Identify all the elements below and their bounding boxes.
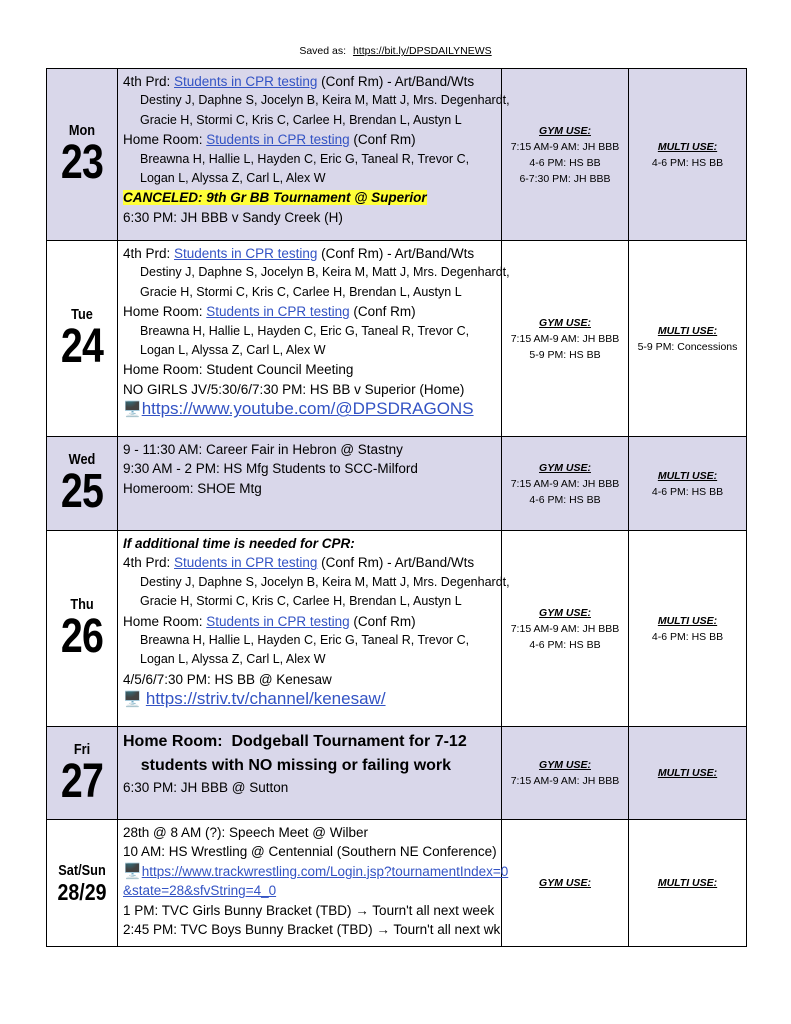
event-text: 9:30 AM - 2 PM: HS Mfg Students to SCC-Milford [123, 461, 418, 477]
gym-use-heading: GYM USE: [539, 606, 591, 619]
event-line [123, 459, 501, 478]
event-line [123, 322, 501, 341]
event-text: (Conf Rm) [349, 613, 416, 629]
event-line [123, 91, 510, 110]
day-name: Mon [68, 122, 96, 139]
event-text: Home Room: Student Council Meeting [123, 362, 354, 378]
event-text: 6:30 PM: JH BBB v Sandy Creek (H) [123, 209, 343, 225]
event-text: Logan L, Alyssa Z, Carl L, Alex W [140, 343, 326, 358]
event-text: Home Room: [123, 132, 207, 148]
event-line [123, 150, 501, 169]
event-text: 1 PM: TVC Girls Bunny Bracket (TBD) → Tourn't all next week [123, 902, 495, 918]
event-highlight-text: students with NO missing or failing work [123, 757, 452, 774]
event-line [123, 341, 501, 360]
day-number: 23 [60, 136, 104, 189]
event-link[interactable]: Students in CPR testing [174, 555, 318, 571]
event-line [123, 130, 501, 149]
multi-use-cell [629, 820, 747, 947]
multi-use-item: 5-9 PM: Concessions [637, 340, 738, 353]
gym-use-cell [502, 241, 629, 437]
multi-use-heading: MULTI USE: [657, 469, 718, 482]
canceled-notice: CANCELED: 9th Gr BB Tournament @ Superior [123, 190, 427, 206]
day-cell [47, 69, 118, 241]
event-text: Breawna H, Hallie L, Hayden C, Eric G, Taneal R, Trevor C, [140, 323, 470, 338]
gym-use-item: 7:15 AM-9 AM: JH BBB [510, 622, 620, 635]
multi-use-heading: MULTI USE: [657, 877, 718, 889]
events-cell [118, 69, 510, 241]
multi-use-heading: MULTI USE: [657, 767, 718, 779]
day-number: 25 [60, 465, 104, 518]
event-line [123, 573, 510, 592]
events-cell [118, 727, 502, 820]
gym-use-item: 4-6 PM: HS BB [529, 493, 601, 506]
multi-use-cell [629, 531, 747, 727]
event-line [123, 283, 501, 302]
event-text: Home Room: [123, 304, 207, 320]
day-name: Fri [73, 740, 91, 758]
monitor-icon: 🖥️ [123, 401, 142, 419]
event-text: 4/5/6/7:30 PM: HS BB @ Kenesaw [123, 671, 332, 687]
day-cell [47, 820, 118, 947]
event-line [123, 670, 501, 689]
multi-use-cell [629, 241, 747, 437]
event-line [123, 881, 501, 900]
gym-use-item: 7:15 AM-9 AM: JH BBB [510, 477, 620, 490]
gym-use-cell [502, 531, 629, 727]
multi-use-cell [629, 727, 747, 820]
weekly-schedule-table [46, 68, 747, 947]
event-text: (Conf Rm) [349, 304, 416, 320]
event-line [123, 169, 501, 188]
event-text: (Conf Rm) - Art/Band/Wts [317, 74, 475, 89]
event-link[interactable]: Students in CPR testing [206, 613, 350, 629]
event-line [123, 208, 501, 227]
event-text: 2:45 PM: TVC Boys Bunny Bracket (TBD) → Tourn't all next wk [123, 922, 501, 938]
multi-use-heading: MULTI USE: [657, 324, 718, 337]
event-text: 4th Prd: [123, 246, 175, 261]
gym-use-item: 5-9 PM: HS BB [529, 348, 601, 361]
event-link[interactable]: https://www.trackwrestling.com/Login.jsp?tournamentIndex=0 [141, 863, 509, 879]
day-row [47, 437, 747, 531]
day-cell [47, 241, 118, 437]
event-text: Destiny J, Daphne S, Jocelyn B, Keira M, Matt J, Mrs. Degenhardt, [140, 574, 510, 589]
event-link[interactable]: &state=28&sfvString=4_0 [123, 883, 277, 899]
gym-use-cell [502, 727, 629, 820]
saved-as-line [0, 45, 791, 57]
day-number: 27 [60, 754, 104, 808]
event-line [123, 553, 501, 572]
event-line [123, 399, 501, 419]
event-text: Gracie H, Stormi C, Kris C, Carlee H, Brendan L, Austyn L [140, 594, 462, 609]
event-line [123, 244, 501, 263]
event-text: Home Room: [123, 613, 207, 629]
events-cell [118, 241, 510, 437]
event-line [123, 302, 501, 321]
event-text: 4th Prd: [123, 74, 175, 89]
gym-use-item: 6-7:30 PM: JH BBB [519, 172, 611, 185]
event-line [123, 842, 501, 861]
gym-use-item: 4-6 PM: HS BB [529, 156, 601, 169]
day-name: Thu [70, 596, 94, 613]
events-cell [118, 531, 510, 727]
day-name: Tue [71, 306, 93, 323]
event-line [123, 901, 501, 920]
event-text: Breawna H, Hallie L, Hayden C, Eric G, Taneal R, Trevor C, [140, 633, 470, 648]
multi-use-item: 4-6 PM: HS BB [651, 156, 724, 169]
multi-use-cell [629, 69, 747, 241]
event-text: 9 - 11:30 AM: Career Fair in Hebron @ Stastny [123, 442, 403, 457]
gym-use-item: 7:15 AM-9 AM: JH BBB [510, 775, 620, 787]
event-line [123, 592, 501, 611]
event-text: (Conf Rm) - Art/Band/Wts [317, 246, 475, 261]
multi-use-cell [629, 437, 747, 531]
event-line [123, 479, 501, 498]
event-text: Logan L, Alyssa Z, Carl L, Alex W [140, 171, 326, 186]
event-text: NO GIRLS JV/5:30/6/7:30 PM: HS BB v Superior (Home) [123, 381, 465, 397]
event-line [123, 111, 501, 130]
event-link[interactable]: Students in CPR testing [206, 132, 350, 148]
gym-use-heading: GYM USE: [539, 877, 591, 889]
gym-use-item: 4-6 PM: HS BB [529, 638, 601, 651]
gym-use-heading: GYM USE: [539, 124, 591, 137]
event-line [123, 380, 501, 399]
day-row [47, 820, 747, 947]
event-link[interactable]: Students in CPR testing [174, 246, 318, 261]
event-line [123, 440, 501, 459]
day-row [47, 69, 747, 241]
event-line [123, 188, 501, 207]
multi-use-heading: MULTI USE: [657, 614, 718, 627]
day-cell [47, 437, 118, 531]
gym-use-heading: GYM USE: [539, 461, 591, 474]
events-cell [118, 820, 509, 947]
event-line [123, 689, 501, 709]
gym-use-heading: GYM USE: [539, 316, 591, 329]
event-text: Breawna H, Hallie L, Hayden C, Eric G, Taneal R, Trevor C, [140, 151, 470, 166]
event-link[interactable]: Students in CPR testing [174, 74, 318, 89]
event-text: Homeroom: SHOE Mtg [123, 480, 262, 496]
event-line [123, 754, 501, 778]
event-line [123, 778, 501, 797]
gym-use-heading: GYM USE: [539, 759, 591, 771]
event-line [123, 360, 501, 379]
day-cell [47, 531, 118, 727]
saved-as-url[interactable]: https://bit.ly/DPSDAILYNEWS [352, 45, 492, 57]
day-number: 24 [60, 320, 104, 373]
stream-link[interactable]: https://striv.tv/channel/kenesaw/ [145, 689, 386, 709]
multi-use-item: 4-6 PM: HS BB [651, 630, 724, 643]
event-line [123, 730, 501, 754]
event-link[interactable]: Students in CPR testing [206, 304, 350, 320]
day-row [47, 241, 747, 437]
event-line [123, 920, 501, 939]
event-line [123, 631, 501, 650]
cpr-note: If additional time is needed for CPR: [123, 536, 355, 551]
event-text: Destiny J, Daphne S, Jocelyn B, Keira M, Matt J, Mrs. Degenhardt, [140, 265, 510, 280]
event-text: (Conf Rm) [349, 132, 416, 148]
event-line [123, 823, 501, 842]
event-line [123, 534, 501, 553]
event-text: 28th @ 8 AM (?): Speech Meet @ Wilber [123, 825, 369, 840]
multi-use-heading: MULTI USE: [657, 140, 718, 153]
day-name: Sat/Sun [58, 861, 106, 879]
day-number: 26 [60, 610, 104, 663]
event-text: 10 AM: HS Wrestling @ Centennial (Southern NE Conference) [123, 844, 497, 860]
gym-use-item: 7:15 AM-9 AM: JH BBB [510, 140, 620, 153]
day-cell [47, 727, 118, 820]
events-cell [118, 437, 502, 531]
day-name: Wed [68, 451, 96, 468]
event-highlight-text: Home Room: Dodgeball Tournament for 7-12 [123, 733, 467, 750]
day-number: 28/29 [57, 878, 107, 905]
event-text: 4th Prd: [123, 555, 175, 571]
event-line [123, 612, 501, 631]
monitor-icon: 🖥️ [123, 862, 142, 880]
event-line [123, 650, 501, 669]
gym-use-cell [502, 69, 629, 241]
day-row [47, 727, 747, 820]
event-text: Logan L, Alyssa Z, Carl L, Alex W [140, 652, 326, 667]
event-text: (Conf Rm) - Art/Band/Wts [317, 555, 475, 571]
multi-use-item: 4-6 PM: HS BB [651, 485, 724, 498]
event-text: Gracie H, Stormi C, Kris C, Carlee H, Brendan L, Austyn L [140, 112, 462, 127]
gym-use-item: 7:15 AM-9 AM: JH BBB [510, 332, 620, 345]
saved-as-label: Saved as: [299, 45, 347, 57]
event-text: 6:30 PM: JH BBB @ Sutton [123, 780, 289, 795]
event-text: Gracie H, Stormi C, Kris C, Carlee H, Brendan L, Austyn L [140, 284, 462, 299]
monitor-icon: 🖥️ [123, 691, 146, 709]
stream-link[interactable]: https://www.youtube.com/@DPSDRAGONS [141, 399, 474, 419]
event-line [123, 862, 509, 881]
event-line [123, 263, 510, 282]
day-row [47, 531, 747, 727]
event-line [123, 72, 501, 91]
gym-use-cell [502, 820, 629, 947]
event-text: Destiny J, Daphne S, Jocelyn B, Keira M, Matt J, Mrs. Degenhardt, [140, 93, 510, 108]
gym-use-cell [502, 437, 629, 531]
